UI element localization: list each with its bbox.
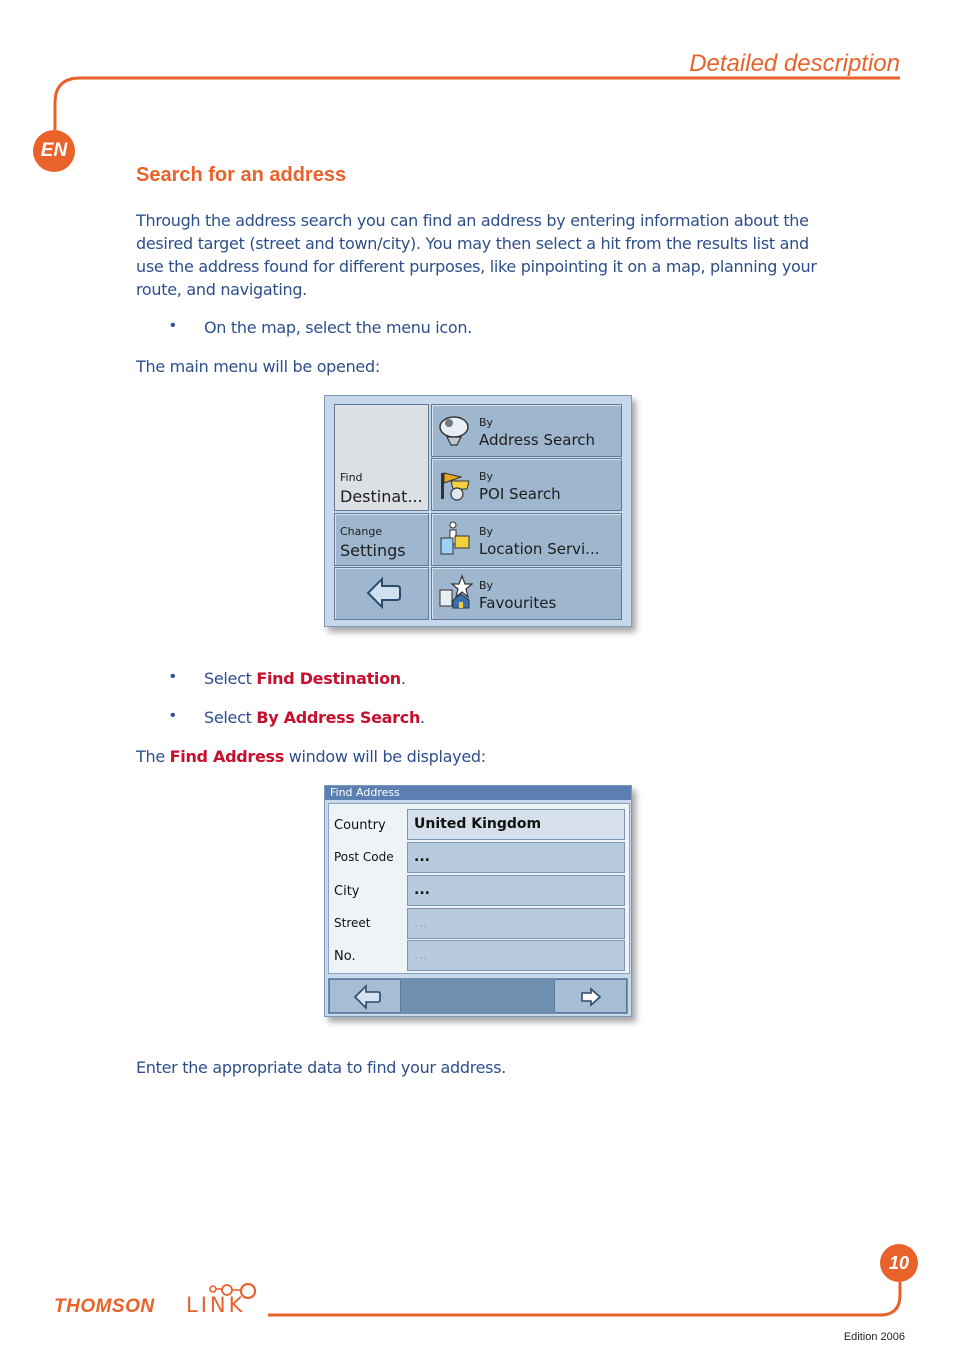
section-title: Search for an address [136, 164, 347, 186]
find-address-title: Find Address [325, 786, 631, 800]
by-favourites-tile[interactable] [431, 567, 622, 620]
find-small-label: Find [340, 471, 363, 484]
find-address-next-button[interactable] [554, 979, 627, 1013]
find-address-caption: The Find Address window will be displayed: [136, 747, 486, 766]
find-destination-tile[interactable] [334, 404, 429, 511]
favourites-star-icon [437, 574, 473, 612]
city-label: City [334, 884, 360, 899]
number-field[interactable]: ... [407, 940, 625, 971]
bullet-item [170, 668, 406, 688]
main-menu-screenshot [324, 395, 632, 627]
bullet-text: Select Find Destination. [204, 669, 406, 688]
find-address-screenshot [324, 785, 632, 1017]
bullet-text: On the map, select the menu icon. [204, 318, 473, 337]
location-services-small: By [479, 525, 494, 538]
menu-back-button[interactable] [334, 567, 429, 620]
main-menu-caption: The main menu will be opened: [136, 357, 380, 376]
bullet-item [170, 707, 425, 727]
find-big-label: Destinat... [340, 487, 423, 506]
poi-search-big: POI Search [479, 485, 561, 503]
post-code-field[interactable]: ... [407, 842, 625, 873]
poi-flag-icon [437, 467, 473, 503]
language-badge: EN [33, 130, 75, 172]
logo-sub: LINK [186, 1293, 246, 1317]
next-arrow-icon [579, 986, 603, 1008]
country-label: Country [334, 818, 386, 833]
country-field[interactable]: United Kingdom [407, 809, 625, 840]
page-header-title: Detailed description [689, 50, 900, 77]
logo-brand: THOMSON [54, 1296, 155, 1317]
by-address-search-tile[interactable] [431, 404, 622, 457]
change-settings-tile[interactable] [334, 513, 429, 566]
by-location-services-tile[interactable] [431, 513, 622, 566]
find-address-toolbar [328, 978, 628, 1014]
bullet-dot-icon: • [170, 668, 176, 685]
city-field[interactable]: ... [407, 875, 625, 906]
by-poi-search-tile[interactable] [431, 458, 622, 511]
location-services-big: Location Servi... [479, 540, 600, 558]
address-search-small: By [479, 416, 494, 429]
find-address-back-button[interactable] [329, 979, 401, 1013]
edition-label: Edition 2006 [843, 1331, 905, 1343]
intro-paragraph: Through the address search you can find an address by entering information about the desired target (street and town/city). You may then select a hit from the results list and use the address found for different purposes, like pinpointing it on a map, planning your route, and navigating. [136, 211, 817, 299]
post-code-label: Post Code [334, 850, 394, 864]
favourites-big: Favourites [479, 594, 557, 612]
address-search-big: Address Search [479, 431, 596, 449]
bullet-item [170, 317, 473, 337]
street-field[interactable]: ... [407, 908, 625, 939]
bullet-dot-icon: • [170, 707, 176, 724]
number-label: No. [334, 949, 356, 964]
page-number: 10 [880, 1244, 918, 1282]
favourites-small: By [479, 579, 494, 592]
change-big-label: Settings [340, 541, 406, 560]
back-arrow-icon [364, 574, 402, 612]
satellite-dish-icon [437, 411, 471, 449]
find-address-form [328, 803, 630, 974]
change-small-label: Change [340, 525, 383, 538]
bullet-dot-icon: • [170, 317, 176, 334]
street-label: Street [334, 916, 371, 930]
closing-paragraph: Enter the appropriate data to find your address. [136, 1058, 507, 1077]
location-info-icon [437, 520, 473, 558]
back-arrow-icon [352, 983, 382, 1011]
poi-search-small: By [479, 470, 494, 483]
bullet-text: Select By Address Search. [204, 708, 425, 727]
